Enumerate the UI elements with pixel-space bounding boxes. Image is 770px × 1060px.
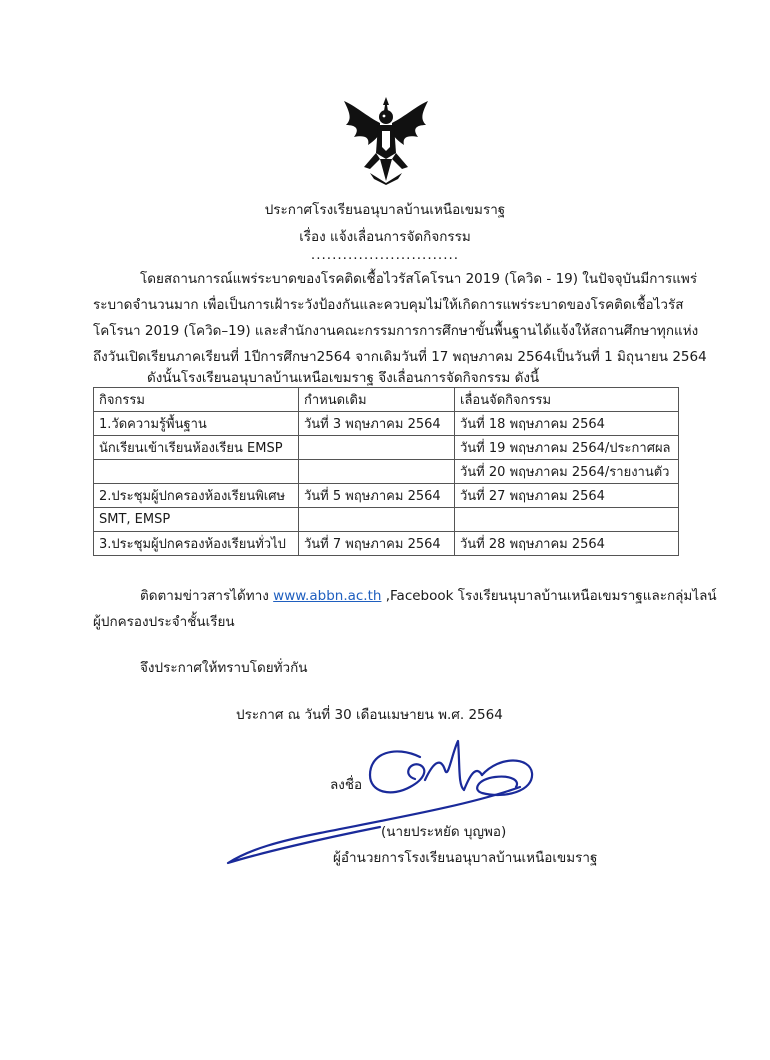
body-paragraph-line: ถึงวันเปิดเรียนภาคเรียนที่ 1ปีการศึกษา2564 จากเดิมวันที่ 17 พฤษภาคม 2564เป็นวันที่ 1 มิถุนายน 2564 — [93, 349, 707, 365]
table-cell: วันที่ 27 พฤษภาคม 2564 — [455, 484, 679, 508]
body-paragraph-line: ระบาดจำนวนมาก เพื่อเป็นการเฝ้าระวังป้องกันและควบคุมไม่ให้เกิดการแพร่ระบาดของโรคติดเชื้อไวรัส — [93, 297, 684, 313]
follow-news-line — [140, 584, 717, 606]
schedule-table — [93, 387, 679, 556]
announcement-date: ประกาศ ณ วันที่ 30 เดือนเมษายน พ.ศ. 2564 — [236, 707, 503, 723]
table-header-cell: เลื่อนจัดกิจกรรม — [455, 388, 679, 412]
table-cell: วันที่ 5 พฤษภาคม 2564 — [299, 484, 455, 508]
table-header-cell: กำหนดเดิม — [299, 388, 455, 412]
table-cell: นักเรียนเข้าเรียนห้องเรียน EMSP — [94, 436, 299, 460]
table-row — [94, 532, 679, 556]
signature-label: ลงชื่อ — [330, 777, 363, 793]
table-row — [94, 412, 679, 436]
table-cell — [299, 436, 455, 460]
table-cell — [299, 460, 455, 484]
website-link[interactable]: www.abbn.ac.th — [273, 588, 382, 604]
table-row — [94, 484, 679, 508]
signatory-position: ผู้อำนวยการโรงเรียนอนุบาลบ้านเหนือเขมราฐ — [333, 850, 598, 866]
table-cell — [94, 460, 299, 484]
signatory-name: (นายประหยัด บุญพอ) — [381, 824, 507, 840]
follow-news-line-2: ผู้ปกครองประจำชั้นเรียน — [93, 614, 235, 630]
table-cell: 1.วัดความรู้พื้นฐาน — [94, 412, 299, 436]
closing-statement: จึงประกาศให้ทราบโดยทั่วกัน — [140, 660, 308, 676]
table-cell: 3.ประชุมผู้ปกครองห้องเรียนทั่วไป — [94, 532, 299, 556]
table-cell: 2.ประชุมผู้ปกครองห้องเรียนพิเศษ — [94, 484, 299, 508]
table-cell: วันที่ 18 พฤษภาคม 2564 — [455, 412, 679, 436]
table-header-cell: กิจกรรม — [94, 388, 299, 412]
table-cell: วันที่ 19 พฤษภาคม 2564/ประกาศผล — [455, 436, 679, 460]
follow-suffix: ,Facebook โรงเรียนนุบาลบ้านเหนือเขมราฐและกลุ่มไลน์ — [381, 588, 717, 604]
table-cell: วันที่ 20 พฤษภาคม 2564/รายงานตัว — [455, 460, 679, 484]
table-cell — [455, 508, 679, 532]
table-cell: วันที่ 28 พฤษภาคม 2564 — [455, 532, 679, 556]
body-paragraph-line: โดยสถานการณ์แพร่ระบาดของโรคติดเชื้อไวรัสโคโรนา 2019 (โควิด - 19) ในปัจจุบันมีการแพร่ — [140, 271, 698, 287]
table-header-row — [94, 388, 679, 412]
table-row — [94, 508, 679, 532]
body-paragraph-2: ดังนั้นโรงเรียนอนุบาลบ้านเหนือเขมราฐ จึงเลื่อนการจัดกิจกรรม ดังนี้ — [147, 370, 540, 386]
table-row — [94, 460, 679, 484]
garuda-emblem-icon — [340, 95, 432, 185]
table-row — [94, 436, 679, 460]
announcement-title: ประกาศโรงเรียนอนุบาลบ้านเหนือเขมราฐ — [264, 202, 506, 218]
body-paragraph-line: โคโรนา 2019 (โควิด–19) และสำนักงานคณะกรรมการการศึกษาขั้นพื้นฐานได้แจ้งให้สถานศึกษาทุกแห่ง — [93, 323, 699, 339]
table-cell — [299, 508, 455, 532]
follow-prefix: ติดตามข่าวสารได้ทาง — [140, 588, 274, 604]
table-cell: SMT, EMSP — [94, 508, 299, 532]
separator-dots: ............................ — [310, 247, 460, 263]
table-cell: วันที่ 7 พฤษภาคม 2564 — [299, 532, 455, 556]
announcement-subject: เรื่อง แจ้งเลื่อนการจัดกิจกรรม — [299, 229, 471, 245]
table-cell: วันที่ 3 พฤษภาคม 2564 — [299, 412, 455, 436]
